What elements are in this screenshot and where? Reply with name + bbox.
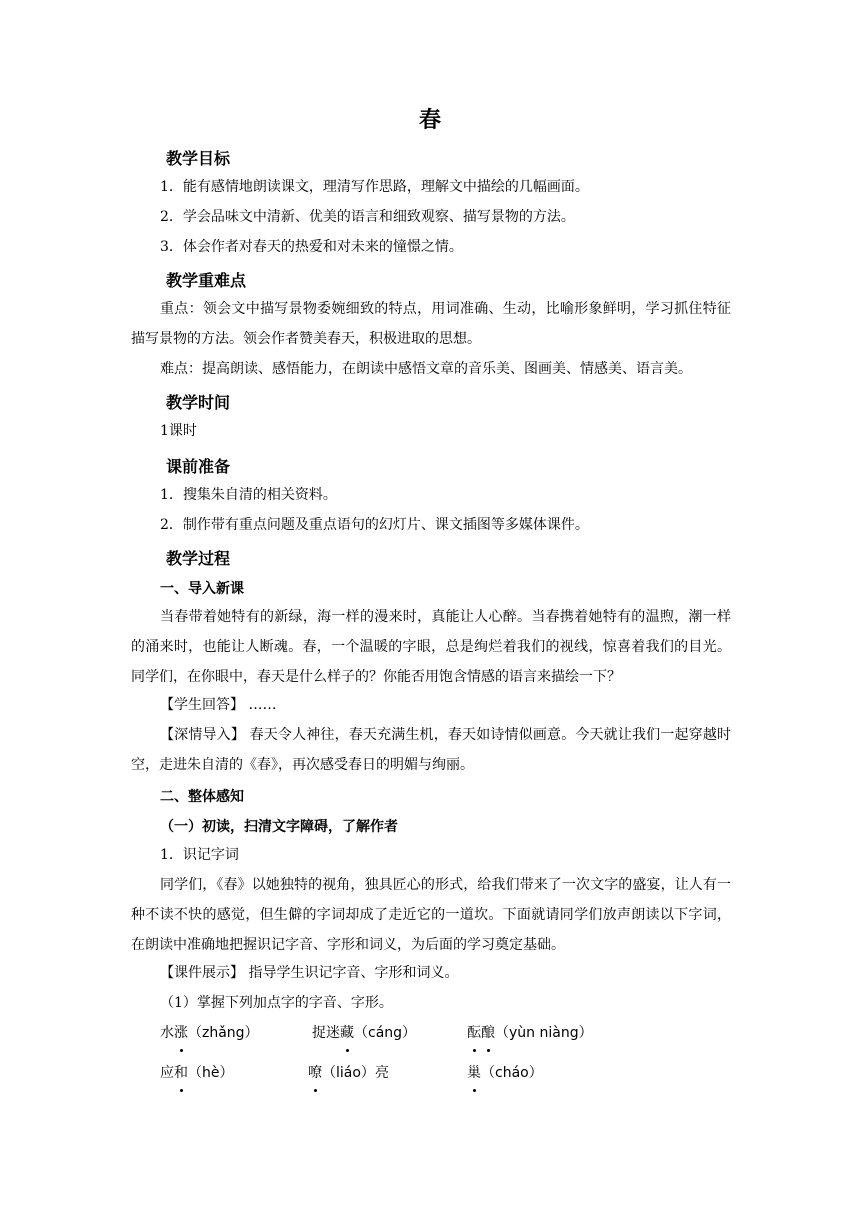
word-item: 酝酿（yùn niàng） bbox=[467, 1018, 593, 1048]
student-answer: 【学生回答】 …… bbox=[160, 697, 277, 713]
subheading-first-read: （一）初读，扫清文字障碍，了解作者 bbox=[160, 819, 398, 835]
word-item: 巢（cháo） bbox=[467, 1058, 543, 1088]
dotted-char: 涨 bbox=[174, 1018, 188, 1048]
page-title: 春 bbox=[418, 108, 441, 133]
dotted-char: 嘹 bbox=[308, 1058, 322, 1088]
heading-part1: 一、导入新课 bbox=[160, 581, 244, 597]
intro-paragraph: 当春带着她特有的新绿，海一样的漫来时，真能让人心醉。当春携着她特有的温煦，潮一样的涌来时，也能让人断魂。春，一个温暖的字眼，总是绚烂着我们的视线，惊喜着我们的目光。同学们，在你眼中，春天是什么样子的？你能否用饱含情感的语言来描绘一下？ bbox=[131, 609, 731, 685]
dotted-char: 酝 bbox=[467, 1018, 481, 1048]
word-item: 水涨（zhǎng） bbox=[160, 1018, 259, 1048]
words-paragraph: 同学们，《春》以她独特的视角，独具匠心的形式，给我们带来了一次文字的盛宴，让人有一种不读不快的感觉，但生僻的字词却成了走近它的一道坎。下面就请同学们放声朗读以下字词，在朗读中准确地把握识记字音、字形和词义，为后面的学习奠定基础。 bbox=[131, 877, 731, 953]
word-item: 应和（hè） bbox=[160, 1058, 234, 1088]
difficult-point-text: 难点：提高朗读、感悟能力，在朗读中感悟文章的音乐美、图画美、情感美、语言美。 bbox=[160, 361, 692, 377]
dotted-char: 藏 bbox=[340, 1018, 354, 1048]
heading-time: 教学时间 bbox=[166, 393, 231, 412]
goal-item-1: 1．能有感情地朗读课文，理清写作思路，理解文中描绘的几幅画面。 bbox=[160, 179, 589, 195]
word-item: 捉迷藏（cáng） bbox=[312, 1018, 416, 1048]
goal-item-3: 3．体会作者对春天的热爱和对未来的憧憬之情。 bbox=[160, 239, 463, 255]
dotted-char: 巢 bbox=[467, 1058, 481, 1088]
item-recognize-words: 1．识记字词 bbox=[160, 847, 239, 863]
heading-part2: 二、整体感知 bbox=[160, 789, 244, 805]
dotted-char: 酿 bbox=[481, 1018, 495, 1048]
key-point-text: 重点：领会文中描写景物委婉细致的特点，用词准确、生动，比喻形象鲜明，学习抓住特征描写景物的方法。领会作者赞美春天，积极进取的思想。 bbox=[131, 301, 731, 347]
goal-item-2: 2．学会品味文中清新、优美的语言和细致观察、描写景物的方法。 bbox=[160, 209, 575, 225]
courseware-note: 【课件展示】 指导学生识记字音、字形和词义。 bbox=[160, 965, 459, 981]
time-value: 1课时 bbox=[160, 423, 197, 439]
deep-intro: 【深情导入】 春天令人神往，春天充满生机，春天如诗情似画意。今天就让我们一起穿越时空，走进朱自清的《春》，再次感受春日的明媚与绚丽。 bbox=[131, 727, 731, 773]
word-item: 嘹（liáo）亮 bbox=[308, 1058, 389, 1088]
heading-prep: 课前准备 bbox=[166, 457, 231, 476]
prep-item-2: 2．制作带有重点问题及重点语句的幻灯片、课文插图等多媒体课件。 bbox=[160, 517, 589, 533]
dotted-char: 和 bbox=[174, 1058, 188, 1088]
prep-item-1: 1．搜集朱自清的相关资料。 bbox=[160, 487, 337, 503]
heading-process: 教学过程 bbox=[166, 549, 231, 568]
heading-goals: 教学目标 bbox=[166, 149, 231, 168]
task-line: （1）掌握下列加点字的字音、字形。 bbox=[160, 995, 393, 1011]
heading-key-points: 教学重难点 bbox=[166, 271, 247, 290]
